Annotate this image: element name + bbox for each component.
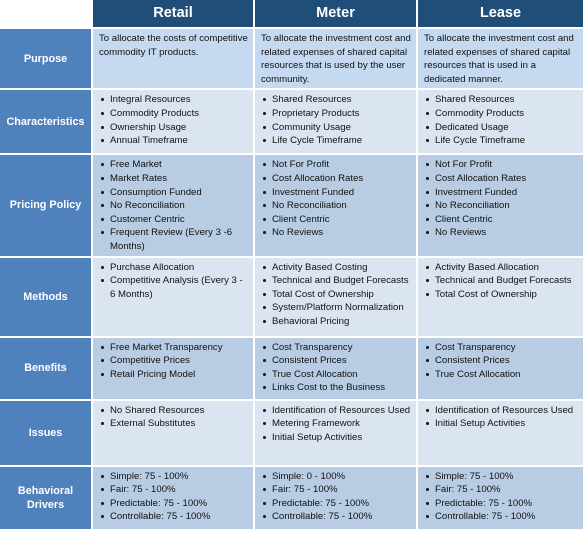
bullet-list: [261, 470, 412, 524]
bullet-item: Fair: 75 - 100%: [424, 483, 579, 497]
bullet-list: [424, 470, 579, 524]
bullet-item: Total Cost of Ownership: [424, 288, 579, 302]
bullet-item: Annual Timeframe: [99, 134, 249, 148]
cell-characteristics-retail: [93, 90, 255, 155]
header-row: [0, 0, 583, 29]
cell-pricing-policy-meter: [255, 155, 418, 257]
bullet-item: Controllable: 75 - 100%: [99, 510, 249, 524]
bullet-item: Predictable: 75 - 100%: [261, 497, 412, 511]
bullet-item: No Reconciliation: [424, 199, 579, 213]
bullet-item: Activity Based Allocation: [424, 261, 579, 275]
bullet-item: Proprietary Products: [261, 107, 412, 121]
row-issues: [0, 401, 583, 467]
bullet-item: Predictable: 75 - 100%: [424, 497, 579, 511]
bullet-item: Competitive Analysis (Every 3 - 6 Months): [99, 274, 249, 301]
cell-issues-lease: [418, 401, 583, 467]
bullet-item: No Shared Resources: [99, 404, 249, 418]
bullet-item: No Reviews: [261, 226, 412, 240]
row-characteristics: [0, 90, 583, 155]
row-behavioral-drivers: [0, 467, 583, 531]
cell-issues-meter: [255, 401, 418, 467]
bullet-list: [424, 158, 579, 240]
bullet-item: No Reconciliation: [99, 199, 249, 213]
bullet-item: Identification of Resources Used: [261, 404, 412, 418]
row-methods: [0, 258, 583, 338]
bullet-item: Consistent Prices: [424, 354, 579, 368]
row-pricing-policy: [0, 155, 583, 257]
bullet-item: External Substitutes: [99, 417, 249, 431]
bullet-item: Technical and Budget Forecasts: [424, 274, 579, 288]
bullet-list: [99, 470, 249, 524]
row-header-pricing-policy: Pricing Policy: [0, 155, 93, 257]
row-purpose: [0, 29, 583, 90]
bullet-item: Cost Allocation Rates: [261, 172, 412, 186]
bullet-item: Not For Profit: [424, 158, 579, 172]
cell-text: To allocate the investment cost and related expenses of shared capital resources that is used in a dedicated manner.: [424, 33, 574, 85]
bullet-item: Client Centric: [424, 213, 579, 227]
column-header-lease: Lease: [418, 0, 583, 29]
bullet-item: Fair: 75 - 100%: [99, 483, 249, 497]
bullet-item: Life Cycle Timeframe: [424, 134, 579, 148]
cell-behavioral-drivers-retail: [93, 467, 255, 531]
bullet-item: Cost Allocation Rates: [424, 172, 579, 186]
cell-characteristics-meter: [255, 90, 418, 155]
bullet-item: Initial Setup Activities: [261, 431, 412, 445]
cell-methods-meter: [255, 258, 418, 338]
cell-purpose-meter: [255, 29, 418, 90]
cell-methods-lease: [418, 258, 583, 338]
bullet-item: Commodity Products: [99, 107, 249, 121]
row-header-behavioral-drivers: Behavioral Drivers: [0, 467, 93, 531]
bullet-list: [261, 341, 412, 395]
bullet-item: Fair: 75 - 100%: [261, 483, 412, 497]
bullet-item: Predictable: 75 - 100%: [99, 497, 249, 511]
bullet-item: Community Usage: [261, 121, 412, 135]
bullet-list: [424, 341, 579, 382]
bullet-item: Not For Profit: [261, 158, 412, 172]
bullet-item: Commodity Products: [424, 107, 579, 121]
bullet-item: True Cost Allocation: [424, 368, 579, 382]
bullet-item: Total Cost of Ownership: [261, 288, 412, 302]
cell-text: To allocate the costs of competitive commodity IT products.: [99, 33, 248, 58]
cell-methods-retail: [93, 258, 255, 338]
bullet-item: Controllable: 75 - 100%: [424, 510, 579, 524]
bullet-item: Investment Funded: [424, 186, 579, 200]
bullet-item: Life Cycle Timeframe: [261, 134, 412, 148]
header-corner: [0, 0, 93, 29]
bullet-item: Links Cost to the Business: [261, 381, 412, 395]
cell-purpose-retail: [93, 29, 255, 90]
bullet-item: Cost Transparency: [424, 341, 579, 355]
bullet-item: Customer Centric: [99, 213, 249, 227]
bullet-item: Shared Resources: [261, 93, 412, 107]
bullet-list: [99, 341, 249, 382]
cell-characteristics-lease: [418, 90, 583, 155]
bullet-list: [261, 261, 412, 329]
bullet-item: Purchase Allocation: [99, 261, 249, 275]
bullet-item: Investment Funded: [261, 186, 412, 200]
bullet-list: [99, 158, 249, 253]
bullet-item: Consistent Prices: [261, 354, 412, 368]
cell-issues-retail: [93, 401, 255, 467]
bullet-list: [99, 404, 249, 431]
cell-benefits-lease: [418, 338, 583, 401]
bullet-item: No Reviews: [424, 226, 579, 240]
bullet-list: [261, 404, 412, 445]
bullet-item: Initial Setup Activities: [424, 417, 579, 431]
bullet-item: Market Rates: [99, 172, 249, 186]
bullet-list: [261, 158, 412, 240]
row-header-characteristics: Characteristics: [0, 90, 93, 155]
bullet-item: Dedicated Usage: [424, 121, 579, 135]
bullet-item: Cost Transparency: [261, 341, 412, 355]
cell-text: To allocate the investment cost and related expenses of shared capital resources that is used by the user community.: [261, 33, 411, 85]
bullet-item: Simple: 75 - 100%: [99, 470, 249, 484]
cell-benefits-meter: [255, 338, 418, 401]
cell-purpose-lease: [418, 29, 583, 90]
bullet-item: System/Platform Normalization: [261, 301, 412, 315]
bullet-item: Retail Pricing Model: [99, 368, 249, 382]
bullet-item: Competitive Prices: [99, 354, 249, 368]
bullet-list: [424, 404, 579, 431]
cell-benefits-retail: [93, 338, 255, 401]
bullet-item: Shared Resources: [424, 93, 579, 107]
bullet-item: Frequent Review (Every 3 -6 Months): [99, 226, 249, 253]
row-header-methods: Methods: [0, 258, 93, 338]
cell-behavioral-drivers-lease: [418, 467, 583, 531]
bullet-list: [99, 93, 249, 147]
bullet-item: Identification of Resources Used: [424, 404, 579, 418]
bullet-item: Simple: 75 - 100%: [424, 470, 579, 484]
row-header-benefits: Benefits: [0, 338, 93, 401]
bullet-item: Simple: 0 - 100%: [261, 470, 412, 484]
row-benefits: [0, 338, 583, 401]
bullet-list: [424, 261, 579, 302]
bullet-item: Technical and Budget Forecasts: [261, 274, 412, 288]
bullet-item: Ownership Usage: [99, 121, 249, 135]
row-header-purpose: Purpose: [0, 29, 93, 90]
bullet-item: Free Market Transparency: [99, 341, 249, 355]
bullet-list: [424, 93, 579, 147]
cell-pricing-policy-retail: [93, 155, 255, 257]
bullet-item: Consumption Funded: [99, 186, 249, 200]
bullet-item: Integral Resources: [99, 93, 249, 107]
row-header-issues: Issues: [0, 401, 93, 467]
bullet-item: Free Market: [99, 158, 249, 172]
bullet-item: Controllable: 75 - 100%: [261, 510, 412, 524]
column-header-retail: Retail: [93, 0, 255, 29]
bullet-item: Behavioral Pricing: [261, 315, 412, 329]
column-header-meter: Meter: [255, 0, 418, 29]
bullet-item: Metering Framework: [261, 417, 412, 431]
bullet-list: [99, 261, 249, 302]
cell-behavioral-drivers-meter: [255, 467, 418, 531]
bullet-list: [261, 93, 412, 147]
bullet-item: True Cost Allocation: [261, 368, 412, 382]
bullet-item: Client Centric: [261, 213, 412, 227]
bullet-item: Activity Based Costing: [261, 261, 412, 275]
cell-pricing-policy-lease: [418, 155, 583, 257]
bullet-item: No Reconciliation: [261, 199, 412, 213]
